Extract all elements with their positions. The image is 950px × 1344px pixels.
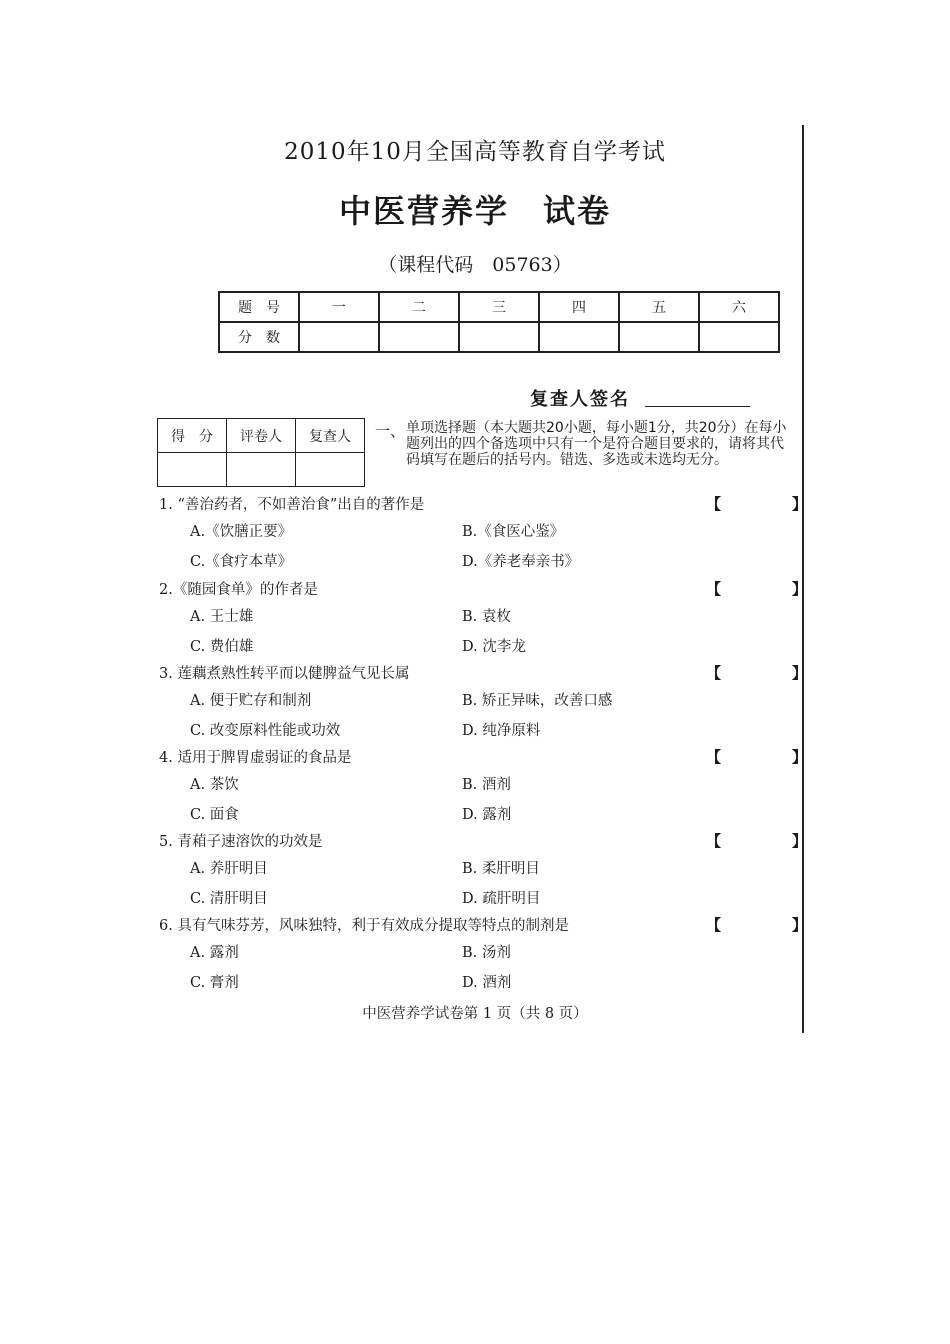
score-table-col-3: 三 xyxy=(459,292,539,322)
score-table-col-1: 一 xyxy=(299,292,379,322)
score-cell xyxy=(619,322,699,352)
question-1-option-d: D.《养老奉亲书》 xyxy=(462,554,580,570)
grader-table-header-row xyxy=(158,419,365,453)
grader-cell xyxy=(296,453,365,487)
grader-header-reviewer: 复查人 xyxy=(296,419,365,453)
score-table-col-6: 六 xyxy=(699,292,779,322)
score-table xyxy=(218,291,780,353)
question-2-option-c: C. 费伯雄 xyxy=(190,639,254,655)
question-3-stem: 3. 莲藕煮熟性转平而以健脾益气见长属 xyxy=(159,666,410,682)
section-instructions: 单项选择题（本大题共20小题，每小题1分，共20分）在每小题列出的四个备选项中只有一个是符合题目要求的，请将其代码填写在题后的括号内。错选、多选或未选均无分。 xyxy=(406,420,787,468)
score-cell xyxy=(539,322,619,352)
paper-title: 中医营养学 试卷 xyxy=(338,192,611,230)
question-3-option-d: D. 纯净原料 xyxy=(462,723,541,739)
reviewer-signature-label: 复查人签名 xyxy=(530,389,630,410)
question-4-stem: 4. 适用于脾胃虚弱证的食品是 xyxy=(159,750,352,766)
answer-bracket: 【 】 xyxy=(706,580,836,598)
question-6-option-b: B. 汤剂 xyxy=(462,945,511,961)
question-4-option-c: C. 面食 xyxy=(190,807,239,823)
question-2-option-a: A. 王士雄 xyxy=(190,609,254,625)
question-6-stem: 6. 具有气味芬芳，风味独特，利于有效成分提取等特点的制剂是 xyxy=(159,918,569,934)
question-3-option-a: A. 便于贮存和制剂 xyxy=(190,693,312,709)
score-table-col-4: 四 xyxy=(539,292,619,322)
score-cell xyxy=(299,322,379,352)
question-5-option-c: C. 清肝明目 xyxy=(190,891,268,907)
question-2-stem: 2.《随园食单》的作者是 xyxy=(159,582,318,598)
answer-bracket: 【 】 xyxy=(706,916,836,934)
score-cell xyxy=(379,322,459,352)
question-1-option-b: B.《食医心鉴》 xyxy=(462,524,565,540)
grader-cell xyxy=(158,453,227,487)
question-2-option-d: D. 沈李龙 xyxy=(462,639,526,655)
question-2-option-b: B. 袁枚 xyxy=(462,609,511,625)
score-table-row1-label: 题 号 xyxy=(219,292,299,322)
question-3-option-b: B. 矫正异味，改善口感 xyxy=(462,693,613,709)
grader-table xyxy=(157,418,365,487)
answer-bracket: 【 】 xyxy=(706,495,836,513)
answer-bracket: 【 】 xyxy=(706,748,836,766)
question-5-stem: 5. 青葙子速溶饮的功效是 xyxy=(159,834,323,850)
question-6-option-d: D. 酒剂 xyxy=(462,975,512,991)
course-code: （课程代码 05763） xyxy=(378,254,572,276)
score-table-col-2: 二 xyxy=(379,292,459,322)
reviewer-signature-line xyxy=(645,406,750,407)
question-1-option-c: C.《食疗本草》 xyxy=(190,554,293,570)
question-5-option-b: B. 柔肝明目 xyxy=(462,861,540,877)
score-table-row-question-number xyxy=(219,292,779,322)
question-3-option-c: C. 改变原料性能或功效 xyxy=(190,723,341,739)
page-footer: 中医营养学试卷第 1 页（共 8 页） xyxy=(362,1006,588,1022)
answer-bracket: 【 】 xyxy=(706,664,836,682)
question-6-option-c: C. 膏剂 xyxy=(190,975,239,991)
question-5-option-a: A. 养肝明目 xyxy=(190,861,268,877)
question-1-stem: 1. “善治药者，不如善治食”出自的著作是 xyxy=(159,497,425,513)
score-table-row2-label: 分 数 xyxy=(219,322,299,352)
answer-bracket: 【 】 xyxy=(706,832,836,850)
score-cell xyxy=(459,322,539,352)
section-number: 一、 xyxy=(375,422,406,440)
exam-title: 2010年10月全国高等教育自学考试 xyxy=(284,139,666,165)
question-4-option-b: B. 酒剂 xyxy=(462,777,511,793)
score-table-col-5: 五 xyxy=(619,292,699,322)
question-6-option-a: A. 露剂 xyxy=(190,945,239,961)
question-4-option-a: A. 茶饮 xyxy=(190,777,239,793)
grader-header-grader: 评卷人 xyxy=(227,419,296,453)
score-table-row-score xyxy=(219,322,779,352)
question-1-option-a: A.《饮膳正要》 xyxy=(190,524,293,540)
grader-cell xyxy=(227,453,296,487)
question-4-option-d: D. 露剂 xyxy=(462,807,512,823)
score-cell xyxy=(699,322,779,352)
grader-table-blank-row xyxy=(158,453,365,487)
question-5-option-d: D. 疏肝明目 xyxy=(462,891,541,907)
grader-header-score: 得 分 xyxy=(158,419,227,453)
